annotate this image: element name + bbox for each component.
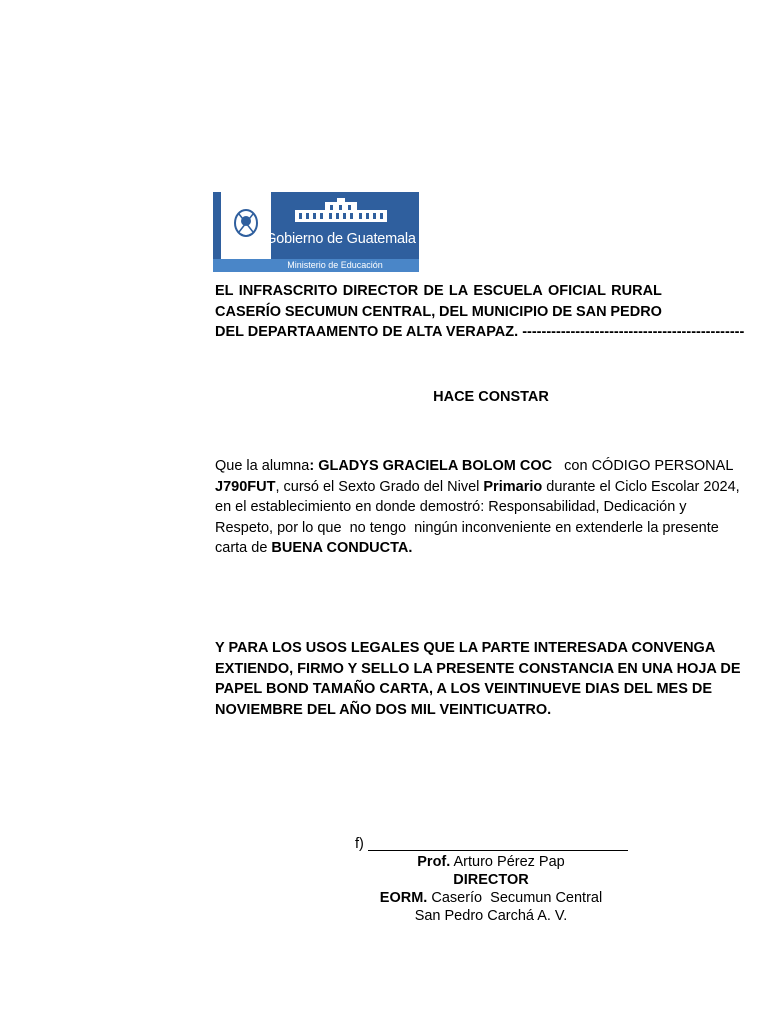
body-text: , cursó el Sexto Grado del Nivel [275,478,484,495]
header-word: RURAL [611,283,662,299]
header-word: DEL [439,303,468,320]
school-place: San Pedro Carchá A. V. [414,908,568,924]
student-name: GLADYS GRACIELA BOLOM COC [318,458,553,474]
header-line-1 [215,281,662,302]
body-paragraph [215,456,740,559]
header-word: DE [423,283,444,299]
body-text: carta de [215,540,272,556]
body-line-4 [215,518,719,539]
closing-line-3: PAPEL BOND TAMAÑO CARTA, A LOS VEINTINUEVE DIAS DEL MES DE [215,681,713,697]
body-line-1 [215,456,734,477]
student-code: J790FUT [215,478,276,495]
ministry-band [213,259,419,272]
body-text: con CÓDIGO PERSONAL [564,458,734,474]
prof-label: Prof. [417,854,451,870]
header-word: DIRECTOR [342,283,419,299]
closing-paragraph [215,638,741,720]
header-word: ESCUELA [473,283,543,299]
body-text: Que la alumna [215,458,310,474]
ministry-name: Ministerio de Educación [287,260,383,270]
signer-name: Arturo Pérez Pap [453,854,565,870]
body-line-3: en el establecimiento en donde demostró: Responsabilidad, Dedicación y [215,499,687,515]
header-word: PEDRO [610,303,662,320]
crest-panel [221,192,271,259]
education-level: Primario [483,478,543,495]
header-word: CASERÍO [215,303,282,320]
letter-header [215,281,745,343]
school-name: Caserío Secumun Central [431,890,603,906]
signer-role: DIRECTOR [453,872,529,888]
header-word: LA [448,283,469,299]
ministry-logo [213,192,419,272]
body-line-2 [215,477,740,498]
header-word: CENTRAL, [361,303,436,320]
header-word: OFICIAL [547,283,606,299]
guatemala-coat-of-arms-icon [233,208,259,238]
closing-line-2: EXTIENDO, FIRMO Y SELLO LA PRESENTE CONSTANCIA EN UNA HOJA DE [215,660,741,677]
signer-name-line [340,853,642,871]
body-line-5 [215,538,662,559]
body-colon: : [309,458,315,474]
header-word: MUNICIPIO [471,303,549,320]
header-line-2 [215,302,662,323]
header-line-3: DEL DEPARTAAMENTO DE ALTA VERAPAZ. ---------------------------------------------- [215,324,745,340]
national-palace-icon [295,198,387,224]
signature-line-row [340,833,640,853]
header-word: SAN [575,303,607,320]
closing-line-4: NOVIEMBRE DEL AÑO DOS MIL VEINTICUATRO. [215,701,552,718]
conduct-rating: BUENA CONDUCTA. [271,540,413,556]
signature-block [340,833,640,925]
header-word: INFRASCRITO [238,283,338,299]
school-line [340,889,642,907]
government-name: Gobierno de Guatemala [265,231,416,247]
school-label: EORM. [379,890,428,906]
signature-line [368,850,628,851]
document-title: HACE CONSTAR [433,389,549,405]
body-text: durante el Ciclo Escolar 2024, [542,478,740,495]
body-text: Respeto, por lo que no tengo ningún inconveniente en extenderle la presente [215,519,719,536]
signature-prefix: f) [355,836,364,852]
closing-line-1: Y PARA LOS USOS LEGALES QUE LA PARTE INTERESADA CONVENGA [215,640,716,656]
header-word: SECUMUN [284,303,359,320]
header-word: DE [552,303,573,320]
header-word: EL [215,283,234,299]
